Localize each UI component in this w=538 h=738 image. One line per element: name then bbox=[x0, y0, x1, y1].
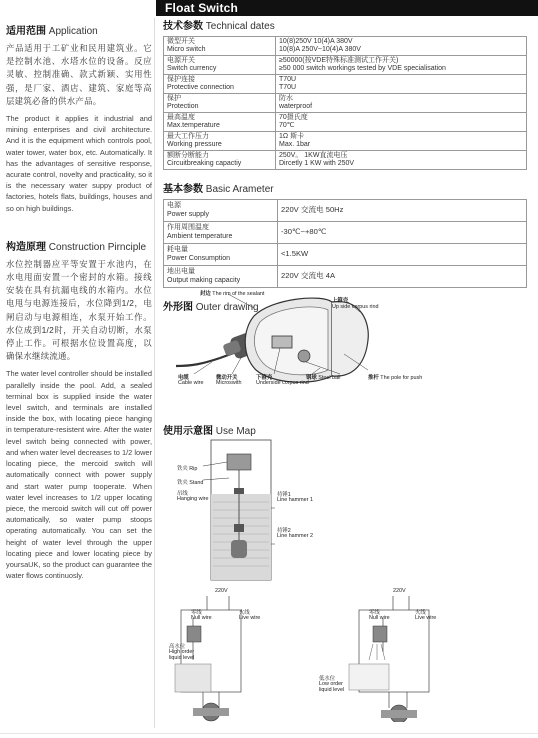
tech-row bbox=[164, 37, 527, 56]
low-level-label: 低水位 bbox=[319, 676, 336, 682]
principle-title: 构造原理 Construction Pirnciple bbox=[6, 241, 147, 253]
scope-title: 适用范围 Application bbox=[6, 26, 98, 37]
upper-rind-label-en: Up side corpus rind bbox=[332, 304, 379, 310]
clip-label: 铁夹 Rip bbox=[177, 466, 198, 472]
upper-rind-label: 上箍壳 bbox=[332, 298, 349, 304]
scope-en-text: The product it applies it industrial and mining enterprises and civil architecture. And it is the equipment which controls pool, water tower, water box, etc. Automatically. It has the advantages of sensitive response, acurate control, novelty and practicality, so it is the necessary water suppy product of factories, hotels flats, buildings, houses and so on high buildings. bbox=[6, 114, 152, 213]
microswitch-label: 微动开关 bbox=[216, 375, 238, 381]
tech-value: T70U T70U bbox=[276, 75, 527, 94]
use-map bbox=[163, 422, 533, 722]
lower-rind-label-en: Underside corpus rind bbox=[256, 380, 309, 386]
null-wire-label-left: 零线 bbox=[191, 610, 202, 616]
tech-row bbox=[164, 75, 527, 94]
tech-row bbox=[164, 151, 527, 170]
tech-key: 保护连接 Protective connection bbox=[164, 75, 276, 94]
principle-en-text: The water level controller should be installed parallelly inside the pool. Add, a sealed terminal box is supplied inside the water level switch, and terminals are installed inside the box, with locating piece hanging in temperature-resistent wire. After the water level switch being connected with power, and when water level decreases to 1/2 lower locating piece, the mercoid switch will automatically connect with power supply and start water pump tooperate. When water level increases to 1/2 upper locating piece, the mercoid switch will cut off power automatically, so water pump stoops operating automatically. You can set the height of water level through the upper locating piece and lower locating piece by yoursaUK, so the product can guarantee the water flows continuosly. bbox=[6, 369, 152, 581]
hanging-wire-label-en: Hanging wire bbox=[177, 496, 209, 502]
outer-title: 外形图 Outer drawing bbox=[163, 302, 259, 313]
null-wire-label-right: 零线 bbox=[369, 610, 380, 616]
null-wire-label-right-en: Null wire bbox=[369, 615, 390, 621]
tech-value: 250V。 1KW直流电压 Dircetly 1 KW with 250V bbox=[276, 151, 527, 170]
tech-title: 技术参数 Technical dates bbox=[163, 21, 275, 32]
voltage-label-left: 220V bbox=[215, 588, 228, 594]
sealant-label: 封边 The rim of the sealant bbox=[200, 291, 265, 297]
right-column bbox=[163, 17, 531, 317]
basic-value: 220V 交流电 50Hz bbox=[278, 200, 527, 222]
tech-key: 微型开关 Micro switch bbox=[164, 37, 276, 56]
tech-value: 防水 waterproof bbox=[276, 94, 527, 113]
live-wire-label-right-en: Live wire bbox=[415, 615, 437, 621]
tech-key: 最高温度 Max.temperature bbox=[164, 113, 276, 132]
basic-table bbox=[163, 199, 527, 288]
basic-title: 基本参数 Basic Arameter bbox=[163, 184, 274, 195]
column-divider bbox=[154, 18, 155, 728]
outer-drawing bbox=[172, 284, 532, 396]
bottom-rule bbox=[0, 733, 538, 734]
basic-row bbox=[164, 200, 527, 222]
basic-key: 作用周围温度 Ambient temperature bbox=[164, 222, 278, 244]
steel-ball-label: 钢球 Steel ball bbox=[306, 375, 341, 381]
principle-cn-text: 水位控制器应平等安置于水池内，在水电甩面安置一个密封的水箱。接线安装在具有抗漏电线的水箱内。水位电甩与电源连接后，水位降到1/2，电闸启动与电源相连，水泵开始工作。水位成到1/2时，开关自动切断，水泵停止工作。可根据水位设置高度，以确保水继续流通。 bbox=[6, 258, 152, 362]
live-wire-label-right: 火线 bbox=[415, 610, 426, 616]
tech-table bbox=[163, 36, 527, 170]
hanging-wire-label: 吊线 bbox=[177, 491, 188, 497]
usemap-title: 使用示意图 Use Map bbox=[163, 426, 256, 437]
cable-label: 电缆 bbox=[178, 375, 189, 381]
microswitch-label-en: Microswith bbox=[216, 380, 242, 386]
basic-row bbox=[164, 244, 527, 266]
basic-row bbox=[164, 222, 527, 244]
voltage-label-right: 220V bbox=[393, 588, 406, 594]
high-level-label: 高水位 bbox=[169, 644, 186, 650]
lower-rind-label: 下箍壳 bbox=[256, 375, 273, 381]
basic-key: 耗电量 Power Consumption bbox=[164, 244, 278, 266]
scope-cn-text: 产品适用于工矿业和民用建筑业。它是控制水池、水塔水位的设备。反应灵敏、控制准确、款式新颖、实用性强，是厂家、酒店、建筑、家庭等高层建筑必备的供水产品。 bbox=[6, 43, 152, 106]
live-wire-label-left: 火线 bbox=[239, 610, 250, 616]
tech-key: 电源开关 Switch currency bbox=[164, 56, 276, 75]
basic-key: 电源 Power supply bbox=[164, 200, 278, 222]
high-level-label-en: High order liquid level bbox=[169, 649, 195, 661]
usemap-drawing bbox=[163, 432, 533, 722]
pole-label: 推杆 The pole for push bbox=[368, 375, 423, 381]
left-column bbox=[6, 18, 152, 581]
hammer2-label-en: Line hammer 2 bbox=[277, 533, 313, 539]
basic-value: 220V 交流电 4A bbox=[278, 266, 527, 288]
tech-value: 70摄氏度 70℃ bbox=[276, 113, 527, 132]
stand-label: 铁夹 Stand bbox=[177, 480, 204, 486]
tech-key: 额断分断能力 Circuitbreaking capactiy bbox=[164, 151, 276, 170]
hammer2-label: 持锤2 bbox=[277, 528, 291, 534]
tech-row bbox=[164, 132, 527, 151]
tech-row bbox=[164, 113, 527, 132]
tech-key: 保护 Protection bbox=[164, 94, 276, 113]
basic-value: -30℃~+80℃ bbox=[278, 222, 527, 244]
low-level-label-en: Low order liquid level bbox=[319, 681, 345, 693]
tech-value: ≥50000(按VDE特殊标准测试工作开关) ≥50 000 switch workings tested by VDE specialisation bbox=[276, 56, 527, 75]
basic-key: 地出电量 Output making capacity bbox=[164, 266, 278, 288]
tech-key: 最大工作压力 Working pressure bbox=[164, 132, 276, 151]
null-wire-label-left-en: Null wire bbox=[191, 615, 212, 621]
cable-label-en: Cable wire bbox=[178, 380, 204, 386]
tech-row bbox=[164, 94, 527, 113]
tech-value: 1Ω 斯卡 Max. 1bar bbox=[276, 132, 527, 151]
basic-value: <1.5KW bbox=[278, 244, 527, 266]
live-wire-label-left-en: Live wire bbox=[239, 615, 261, 621]
tech-row bbox=[164, 56, 527, 75]
hammer1-label-en: Line hammer 1 bbox=[277, 497, 313, 503]
page-title: Float Switch bbox=[165, 1, 239, 15]
tech-value: 10(8)250V 10(4)A 380V 10(8)A 250V~10(4)A 380V bbox=[276, 37, 527, 56]
hammer1-label: 持锤1 bbox=[277, 492, 291, 498]
